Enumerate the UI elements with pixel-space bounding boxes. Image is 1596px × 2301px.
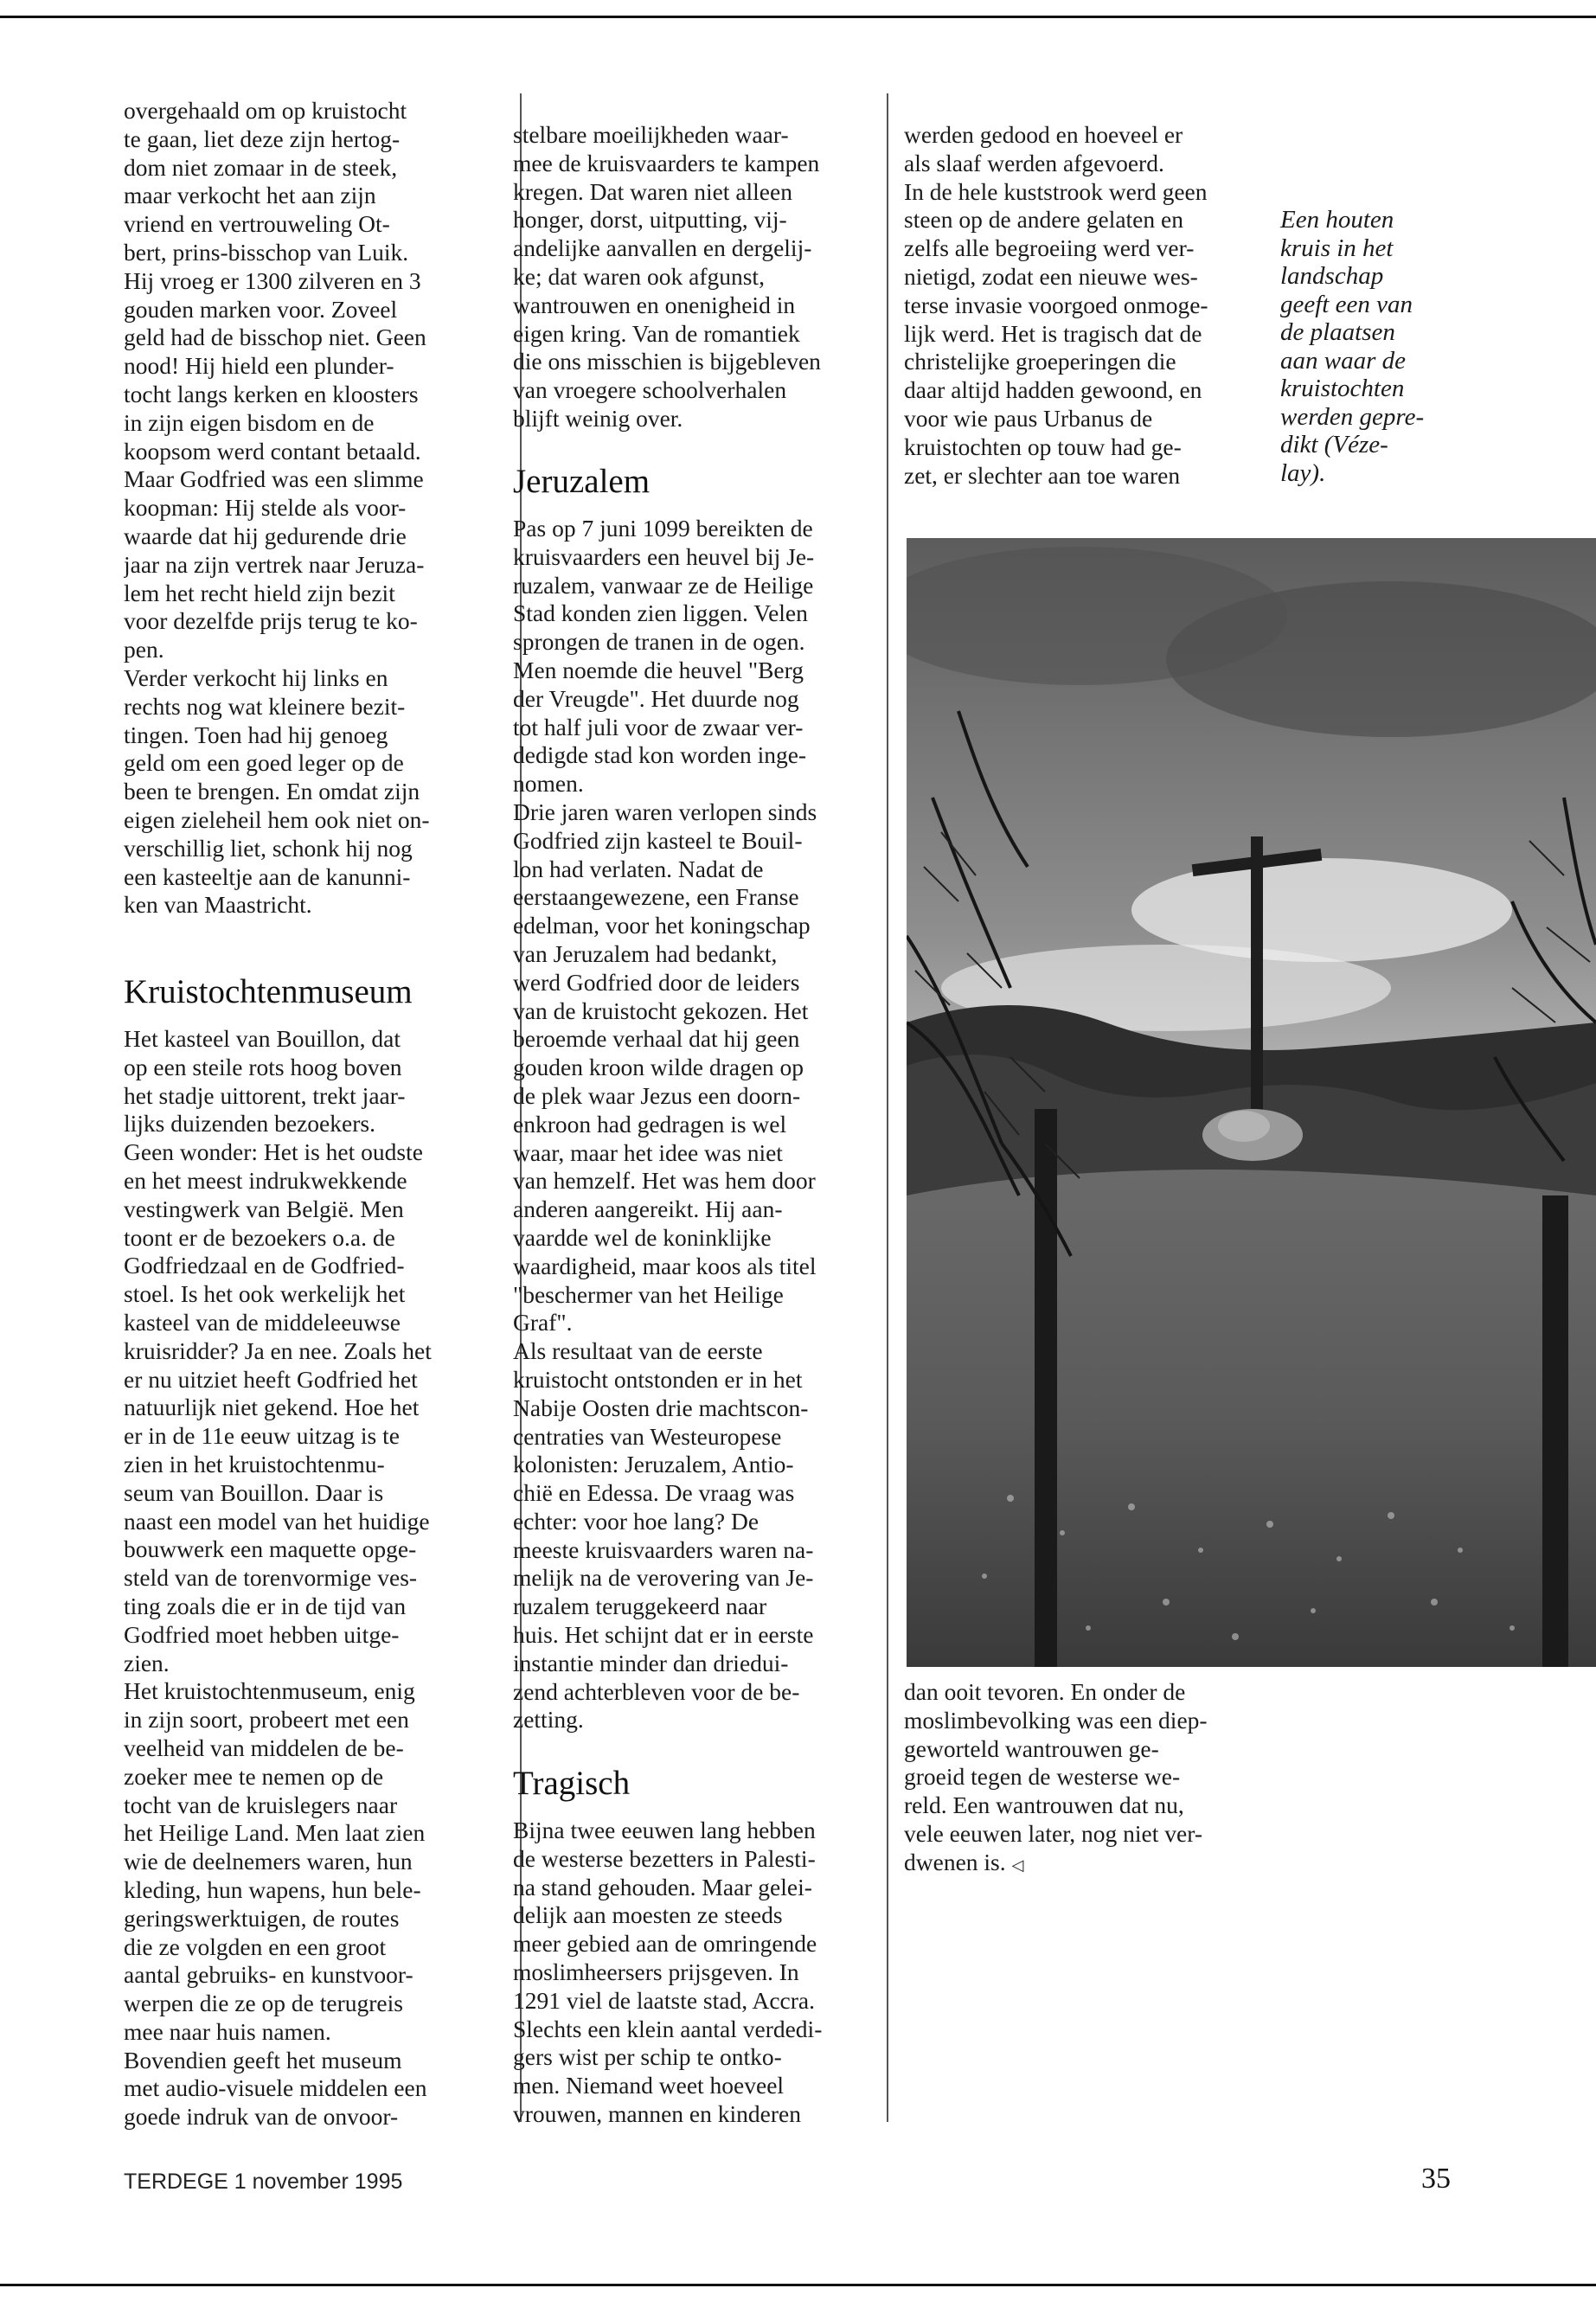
- article-column-2c: Bijna twee eeuwen lang hebben de westerse bezetters in Palesti- na stand gehouden. Maar gelei- delijk aan moesten ze steeds meer gebied aan de omringende moslimheersers prijsgeven. In 1291 viel de laatste stad, Accra. Slechts een klein aantal verdedi- gers wist per schip te ontko- men. Niemand weet hoeveel vrouwen, mannen en kinderen: [513, 1817, 823, 2127]
- end-mark-icon: ◁: [1011, 1856, 1024, 1875]
- heading-jeruzalem: Jeruzalem: [513, 463, 651, 500]
- article-column-3: werden gedood en hoeveel er als slaaf werden afgevoerd. In de hele kuststrook werd geen steen op de andere gelaten en zelfs alle begroeiing werd ver- nietigd, zodat een nieuwe wes- terse invasie voorgoed onmoge- lijk werd. Het is tragisch dat de christelijke groeperingen die daar altijd hadden gewoond, en voor wie paus Urbanus de kruistochten op touw had ge- zet, er slechter aan toe waren: [904, 121, 1208, 489]
- column-divider-2: [887, 93, 888, 2122]
- heading-tragisch: Tragisch: [513, 1765, 631, 1802]
- article-column-1b: Het kasteel van Bouillon, dat op een steile rots hoog boven het stadje uittorent, trekt jaar- lijks duizenden bezoekers. Geen wonder: Het is het oudste en het meest indrukwekkende vestingwerk van België. Men toont er de bezoekers o.a. de Godfriedzaal en de Godfried- stoel. Is het ook werkelijk het kasteel van de middeleeuwse kruisridder? Ja en nee. Zoals het er nu uitziet heeft Godfried het natuurlijk niet gekend. Hoe het er in de 11e eeuw uitzag is te zien in het kruistochtenmu- seum van Bouillon. Daar is naast een model van het huidige bouwwerk een maquette opge- steld van de torenvormige ves- ting zoals die er in de tijd van Godfried moet hebben uitge- zien. Het kruistochtenmuseum, enig in zijn soort, probeert met een veelheid van middelen de be- zoeker mee te nemen op de tocht van de kruislegers naar het Heilige Land. Men laat zien wie de deelnemers waren, hun kleding, hun wapens, hun bele- geringswerktuigen, de routes die ze volgden en een groot aantal gebruiks- en kunstvoor- werpen die ze op de terugreis mee naar huis namen. Bovendien geeft het museum met audio-visuele middelen een goede indruk van de onvoor-: [124, 1025, 432, 2131]
- article-column-3b-text: dan ooit tevoren. En onder de moslimbevolking was een diep- geworteld wantrouwen ge- groeid tegen de westerse we- reld. Een wantrouwen dat nu, vele eeuwen later, nog niet ver- dwenen is.: [904, 1678, 1208, 1875]
- article-column-2: stelbare moeilijkheden waar- mee de kruisvaarders te kampen kregen. Dat waren niet alleen honger, dorst, uitputting, vij- andelijke aanvallen en dergelij- ke; dat waren ook afgunst, wantrouwen en onenigheid in eigen kring. Van de romantiek die ons misschien is bijgebleven van vroegere schoolverhalen blijft weinig over.: [513, 121, 821, 432]
- article-column-2b: Pas op 7 juni 1099 bereikten de kruisvaarders een heuvel bij Je- ruzalem, vanwaar ze de Heilige Stad konden zien liggen. Velen sprongen de tranen in de ogen. Men noemde die heuvel "Berg der Vreugde". Het duurde nog tot half juli voor de zwaar ver- dedigde stad kon worden inge- nomen. Drie jaren waren verlopen sinds Godfried zijn kasteel te Bouil- lon had verlaten. Nadat de eerstaangewezene, een Franse edelman, voor het koningschap van Jeruzalem had bedankt, werd Godfried door de leiders van de kruistocht gekozen. Het beroemde verhaal dat hij geen gouden kroon wilde dragen op de plek waar Jezus een doorn- enkroon had gedragen is wel waar, maar het idee was niet van hemzelf. Het was hem door anderen aangereikt. Hij aan- vaardde wel de koninklijke waardigheid, maar koos als titel "beschermer van het Heilige Graf". Als resultaat van de eerste kruistocht ontstonden er in het Nabije Oosten drie machtscon- centraties van Westeuropese kolonisten: Jeruzalem, Antio- chië en Edessa. De vraag was echter: voor hoe lang? De meeste kruisvaarders waren na- melijk na de verovering van Je- ruzalem teruggekeerd naar huis. Het schijnt dat er in eerste instantie minder dan driedui- zend achterbleven voor de be- zetting.: [513, 515, 817, 1734]
- photo-image: [907, 538, 1596, 1667]
- top-rule: [0, 16, 1596, 18]
- footer-source: TERDEGE 1 november 1995: [124, 2170, 403, 2194]
- article-column-1: overgehaald om op kruistocht te gaan, liet deze zijn hertog- dom niet zomaar in de steek, maar verkocht het aan zijn vriend en vertrouweling Ot- bert, prins-bisschop van Luik. Hij vroeg er 1300 zilveren en 3 gouden marken voor. Zoveel geld had de bisschop niet. Geen nood! Hij hield een plunder- tocht langs kerken en kloosters in zijn eigen bisdom en de koopsom werd contant betaald. Maar Godfried was een slimme koopman: Hij stelde als voor- waarde dat hij gedurende drie jaar na zijn vertrek naar Jeruza- lem het recht hield zijn bezit voor dezelfde prijs terug te ko- pen. Verder verkocht hij links en rechts nog wat kleinere bezit- tingen. Toen had hij genoeg geld om een goed leger op de been te brengen. En omdat zijn eigen zieleheil hem ook niet on- verschillig liet, schonk hij nog een kasteeltje aan de kanunni- ken van Maastricht.: [124, 97, 430, 919]
- heading-kruistochtenmuseum: Kruistochtenmuseum: [124, 973, 413, 1010]
- page-number: 35: [1421, 2163, 1451, 2195]
- article-column-3b: [904, 1678, 1267, 1894]
- photo-wooden-cross-landscape: [907, 538, 1596, 1667]
- photo-caption: Een houten kruis in het landschap geeft een van de plaatsen aan waar de kruistochten werden gepre- dikt (Véze- lay).: [1280, 206, 1425, 487]
- bottom-rule: [0, 2284, 1596, 2286]
